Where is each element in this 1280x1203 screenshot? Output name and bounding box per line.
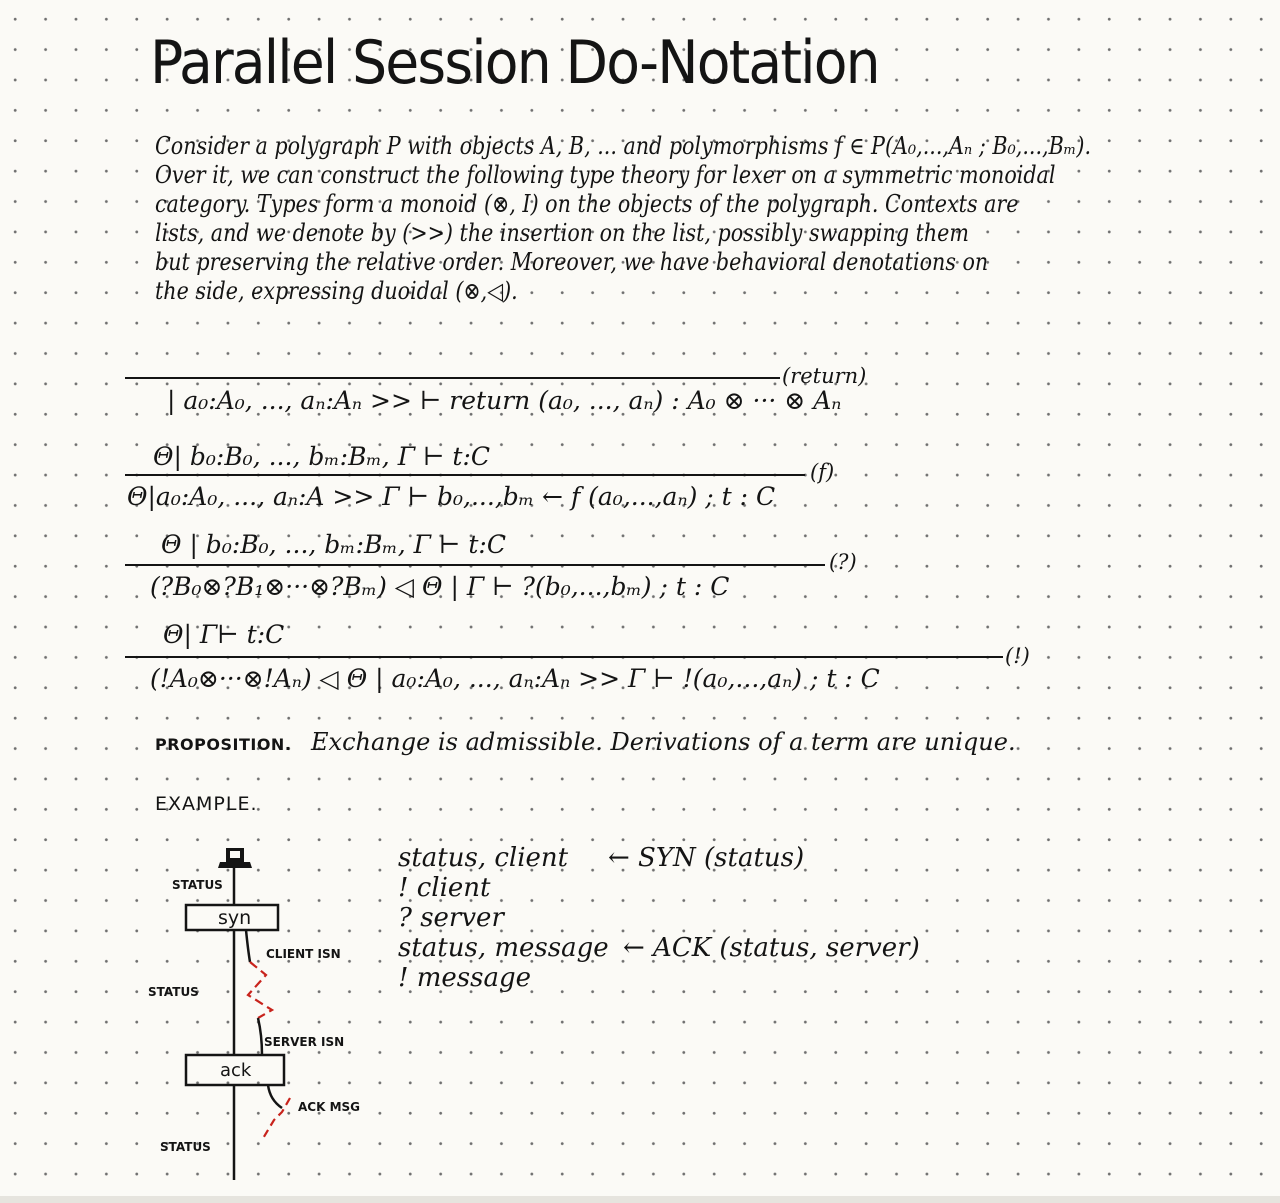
intro-line: category. Types form a monoid (⊗, I) on the objects of the polygraph. Contexts are <box>155 190 1019 218</box>
rule-conclusion: (!A₀⊗···⊗!Aₙ) ◁ Θ | a₀:A₀, ..., aₙ:Aₙ >> Γ ⊢ !(a₀,...,aₙ) ; t : C <box>150 664 880 693</box>
syn-box <box>186 905 278 930</box>
inference-rule-f <box>125 442 875 522</box>
code-lhs: status, client <box>398 843 569 873</box>
rule-conclusion: | a₀:A₀, ..., aₙ:Aₙ >> ⊢ return (a₀, ..., aₙ) : A₀ ⊗ ··· ⊗ Aₙ <box>167 386 842 415</box>
code-line <box>398 963 609 993</box>
wire-label-status: STATUS <box>148 985 199 999</box>
rule-bar <box>125 564 825 566</box>
rule-bar <box>125 656 1003 658</box>
proposition <box>155 728 1016 756</box>
intro-line: but preserving the relative order. Moreover, we have behavioral denotations on <box>155 248 989 276</box>
ack-box-label: ack <box>220 1060 252 1081</box>
code-lhs: status, message <box>398 933 609 963</box>
client-isn-message <box>248 962 272 1018</box>
rule-bar <box>125 474 805 476</box>
proposition-heading: PROPOSITION. <box>155 735 292 754</box>
rule-premise: Θ| b₀:B₀, ..., bₘ:Bₘ, Γ ⊢ t:C <box>153 442 491 471</box>
message-label-server-isn: SERVER ISN <box>264 1035 345 1049</box>
rule-label: (!) <box>1005 644 1030 668</box>
intro-line: lists, and we denote by (>>) the insertion on the list, possibly swapping them <box>155 219 969 247</box>
page-edge <box>0 1196 1280 1203</box>
rule-premise: Θ | b₀:B₀, ..., bₘ:Bₘ, Γ ⊢ t:C <box>161 530 506 559</box>
syn-box-label: syn <box>218 907 252 929</box>
wire-label-status: STATUS <box>172 878 223 892</box>
intro-line: Consider a polygraph P with objects A, B, ... and polymorphisms f ∈ P(A₀,...,Aₙ ; B₀,...,Bₘ). <box>155 132 1092 160</box>
client-isn-wire <box>246 930 250 962</box>
laptop-icon <box>218 848 252 868</box>
example-code <box>398 843 920 993</box>
wire-label-status: STATUS <box>160 1140 211 1154</box>
ack-msg-wire <box>268 1085 282 1108</box>
example-heading: EXAMPLE. <box>155 793 258 815</box>
intro-line: Over it, we can construct the following type theory for lexer on a symmetric monoidal <box>155 161 1056 189</box>
rule-bar <box>125 377 780 379</box>
code-rhs: ← SYN (status) <box>608 843 805 873</box>
rule-label: (f) <box>810 460 835 484</box>
proposition-text: Exchange is admissible. Derivations of a term are unique. <box>311 728 1016 756</box>
intro-paragraph <box>155 132 1195 306</box>
page-title: Parallel Session Do-Notation <box>150 28 879 98</box>
code-line <box>398 903 609 933</box>
message-label-ack-msg: ACK MSG <box>298 1100 361 1114</box>
code-lhs: ? server <box>398 903 504 933</box>
code-line <box>398 843 805 873</box>
inference-rule-return <box>125 364 875 428</box>
rule-label: (return) <box>782 364 867 388</box>
intro-line: the side, expressing duoidal (⊗,◁). <box>155 277 518 305</box>
ack-msg-message <box>262 1098 290 1140</box>
code-line <box>398 873 609 903</box>
code-lhs: ! message <box>398 963 531 993</box>
inference-rule-bang <box>125 620 1055 700</box>
rule-conclusion: (?B₀⊗?B₁⊗···⊗?Bₘ) ◁ Θ | Γ ⊢ ?(b₀,...,bₘ) ; t : C <box>150 572 730 601</box>
rule-premise: Θ| Γ⊢ t:C <box>163 620 285 649</box>
ack-box <box>186 1055 284 1085</box>
rule-conclusion: Θ|a₀:A₀, ..., aₙ:A >> Γ ⊢ b₀,...,bₘ ← f (a₀,...,aₙ) ; t : C <box>127 482 776 511</box>
inference-rule-why-not <box>125 530 875 610</box>
code-line <box>398 933 920 963</box>
server-isn-wire <box>258 1018 262 1055</box>
rule-label: (?) <box>829 550 857 574</box>
message-label-client-isn: CLIENT ISN <box>266 947 341 961</box>
code-rhs: ← ACK (status, server) <box>623 933 920 963</box>
code-lhs: ! client <box>398 873 491 903</box>
